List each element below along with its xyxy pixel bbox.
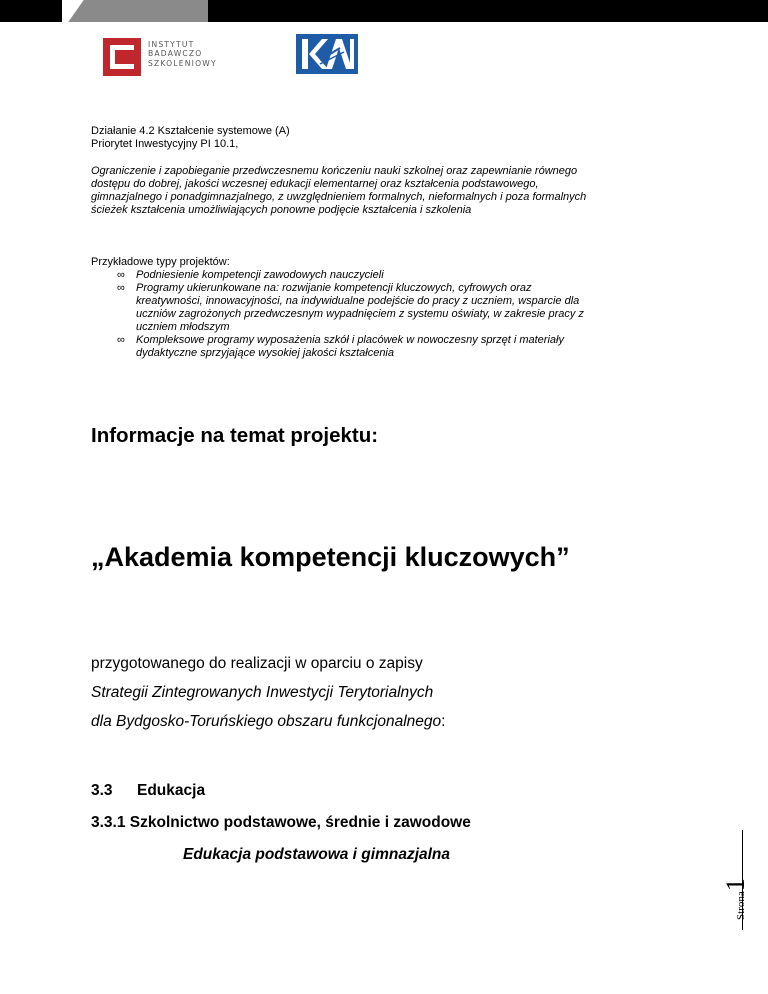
subsubsection-heading: Edukacja podstawowa i gimnazjalna <box>183 846 451 863</box>
section-title: Edukacja <box>137 782 206 799</box>
strategy-line: Strategii Zintegrowanych Inwestycji Terytorialnych <box>91 684 434 701</box>
prepared-line: przygotowanego do realizacji w oparciu o zapisy <box>91 655 423 672</box>
section-number: 3.3 <box>91 782 113 799</box>
infinity-bullet-icon: ∞ <box>117 269 125 281</box>
list-item: ∞ Podniesienie kompetencji zawodowych nauczycieli <box>117 269 384 281</box>
priority-description: Ograniczenie i zapobieganie przedwczesnemu kończeniu nauki szkolnej oraz zapewnianie równego dostępu do dobrej, jakości wczesnej edukacji elementarnej oraz kształcenia podstawowego, gimnazjalnego i ponadgimnazjalnego, z uwzględnieniem formalnych, nieformalnych i poza formalnych ścieżek kształcenia umożliwiających ponowne podjęcie kształcenia i szkolenia <box>91 165 587 216</box>
ibs-logo <box>103 38 233 76</box>
section-heading <box>91 782 205 800</box>
subsection-heading: 3.3.1 Szkolnictwo podstawowe, średnie i zawodowe <box>91 814 471 831</box>
top-decorative-bar <box>0 0 768 22</box>
strona-label: Strona <box>735 891 747 920</box>
project-types-list <box>117 269 677 360</box>
priority-line: Priorytet Inwestycyjny PI 10.1, <box>91 138 239 150</box>
action-line: Działanie 4.2 Kształcenie systemowe (A) <box>91 125 290 137</box>
project-title: „Akademia kompetencji kluczowych” <box>91 542 570 572</box>
ibs-logo-mark-icon <box>103 38 141 76</box>
project-types-label: Przykładowe typy projektów: <box>91 256 230 268</box>
list-item: ∞ Programy ukierunkowane na: rozwijanie kompetencji kluczowych, cyfrowych oraz kreatywności, innowacyjności, na indywidualne podejście do pracy z uczniem, wsparcie dla uczniów zagrożonych przedwczesnym wypadnięciem z systemu oświaty, w zakresie pracy z uczniem młodszym <box>117 282 584 333</box>
infinity-bullet-icon: ∞ <box>117 282 125 294</box>
page-number: 1 <box>721 878 750 892</box>
kai-logo <box>296 34 358 74</box>
area-line: dla Bydgosko-Toruńskiego obszaru funkcjonalnego: <box>91 713 446 730</box>
page-footer <box>721 878 751 920</box>
intro-block <box>91 125 290 151</box>
list-item: ∞ Kompleksowe programy wyposażenia szkół i placówek w nowoczesny sprzęt i materiały dydaktyczne sprzyjające wysokiej jakości kształcenia <box>117 334 564 359</box>
info-heading: Informacje na temat projektu: <box>91 424 379 447</box>
ibs-logo-text: INSTYTUT BADAWCZO SZKOLENIOWY <box>148 40 217 68</box>
infinity-bullet-icon: ∞ <box>117 334 125 346</box>
